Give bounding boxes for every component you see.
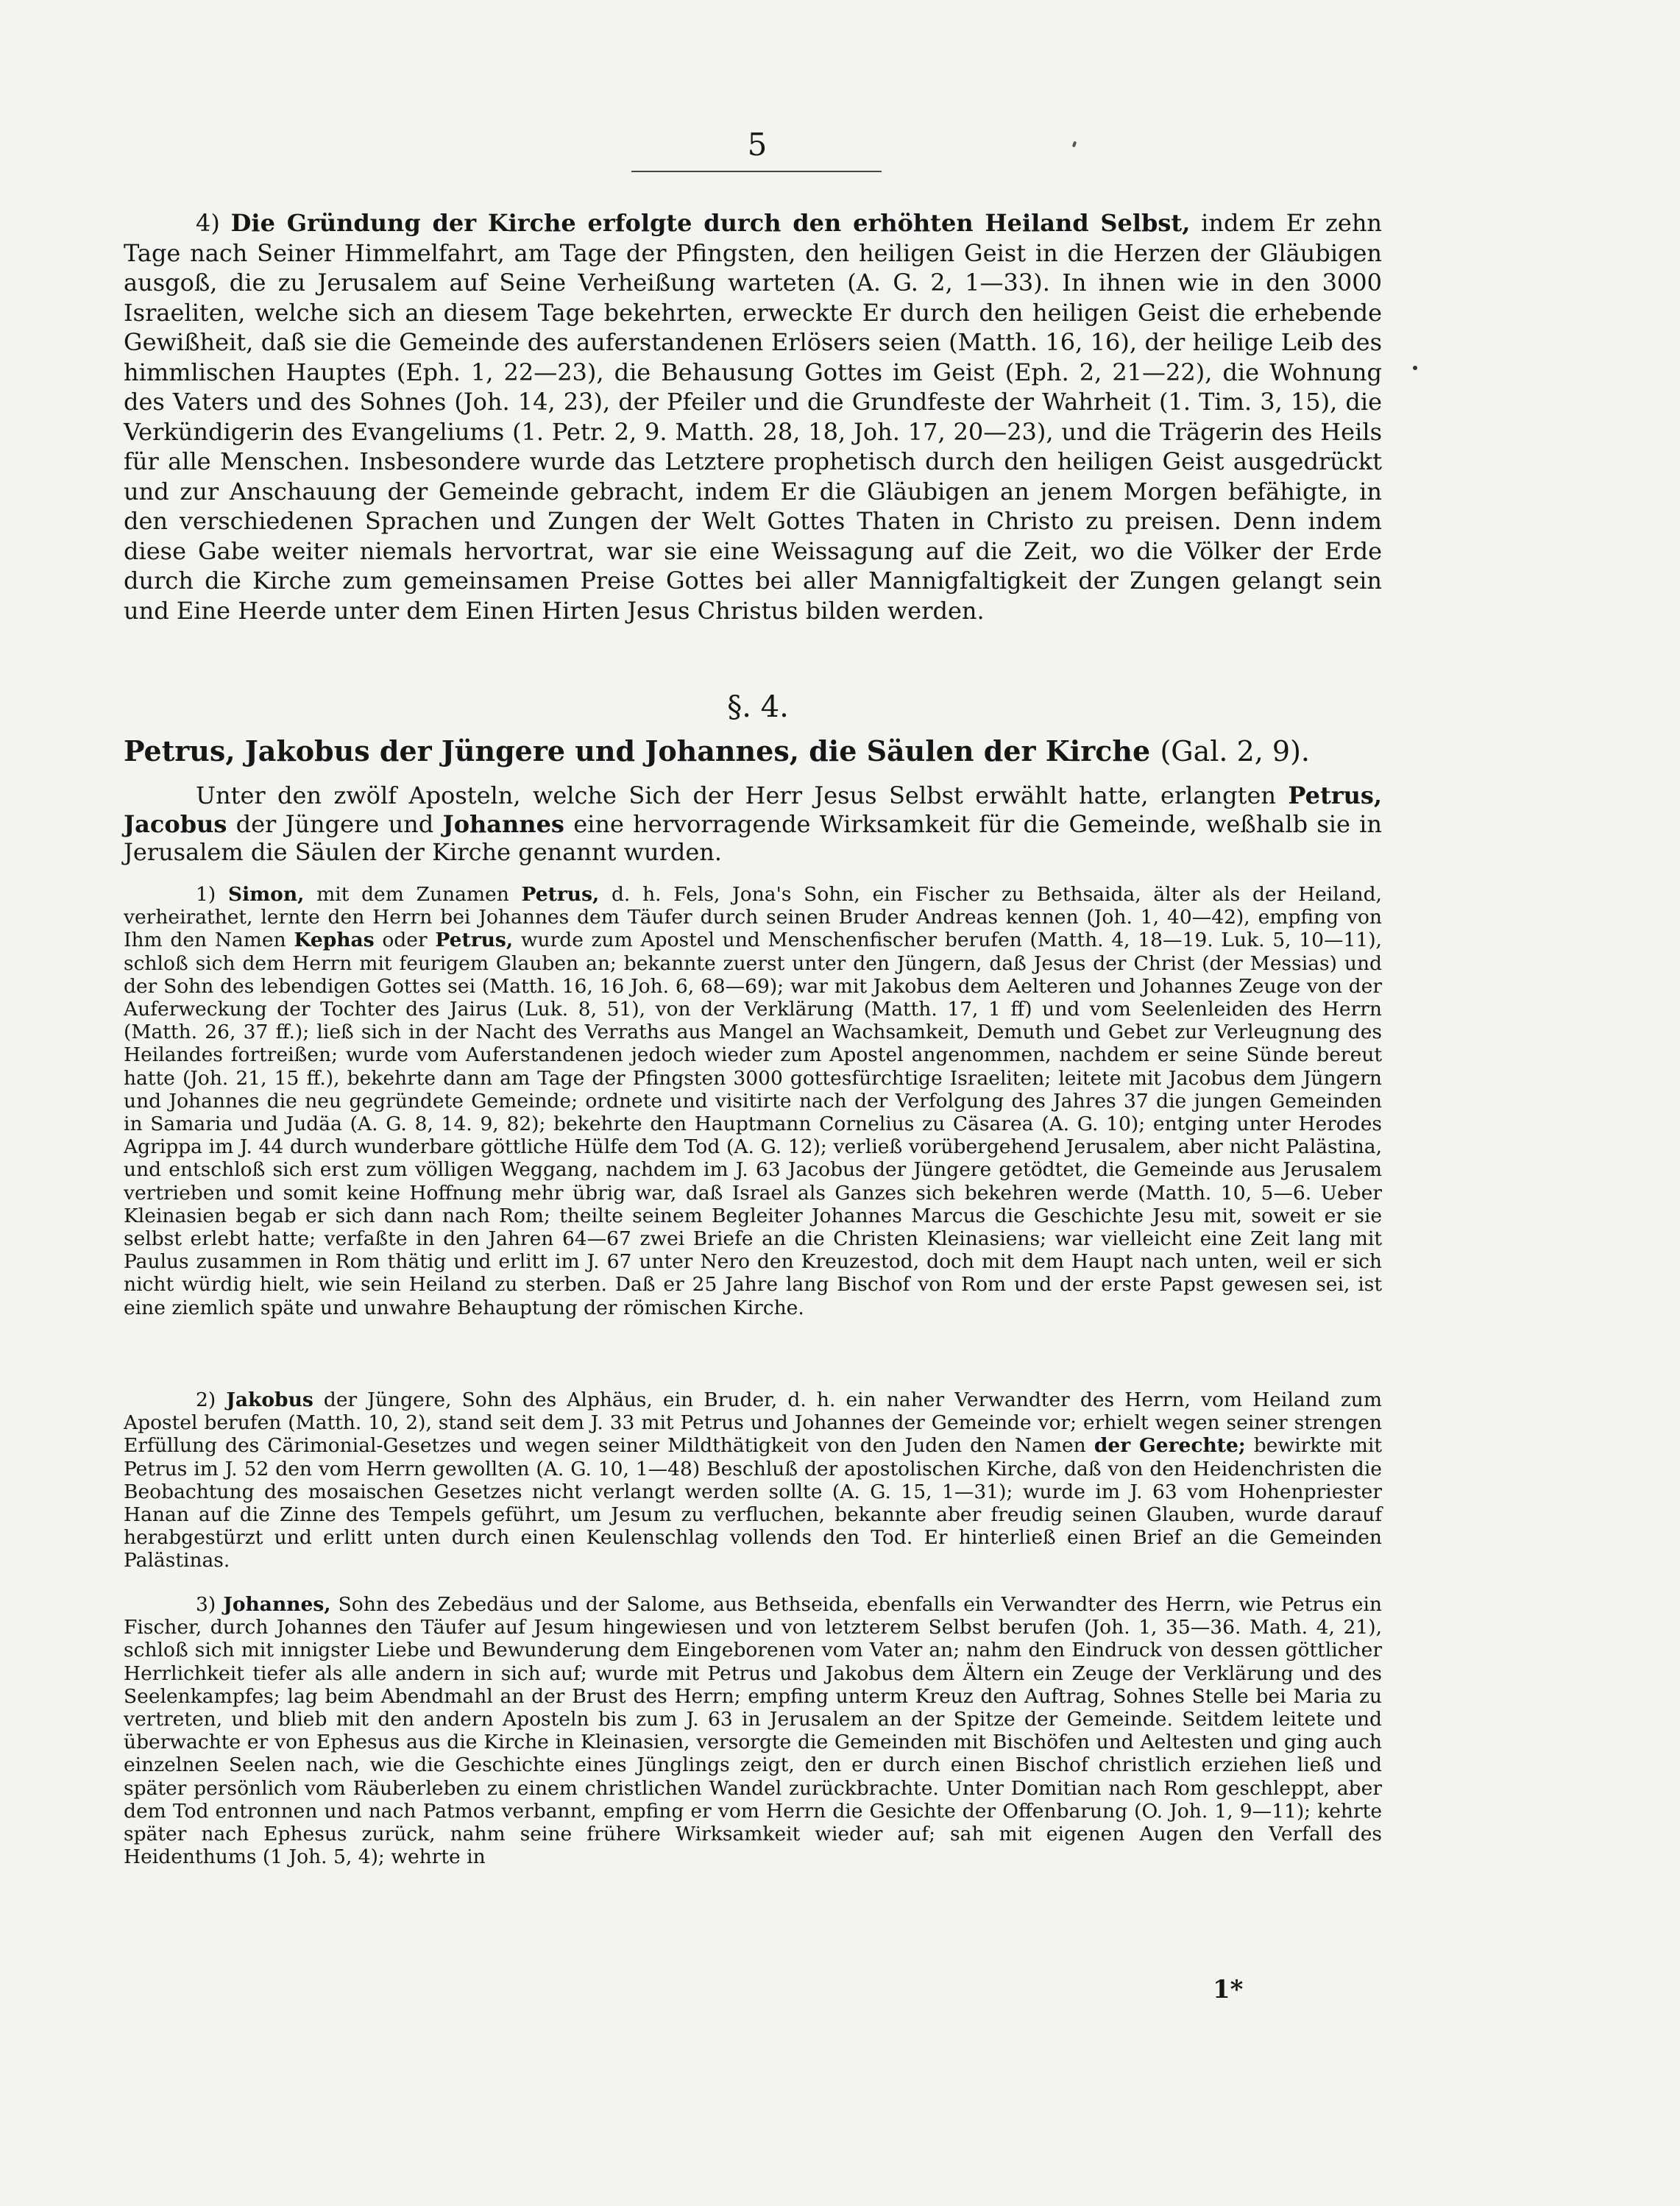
section-number: §. 4. — [727, 690, 789, 724]
text-run: bewirkte mit Petrus im J. 52 den vom Herrn gewollten (A. G. 10, 1—48) Beschluß der apostolischen Kirche, daß von den Heidenchristen die Beobachtung des mosaischen Gesetzes nicht verlangt werden sollte (A. G. 15, 1—31); wurde im J. 63 vom Hohenpriester Hanan auf die Zinne des Tempels geführt, um Jesum zu verfluchen, bekannte aber freudig seinen Glauben, wurde darauf herabgestürzt und erlitt unten durch einen Keulenschlag vollends den Tod. Er hinterließ einen Brief an die Gemeinden Palästinas. — [124, 1434, 1382, 1572]
paragraph-text: indem Er zehn Tage nach Seiner Himmelfahrt, am Tage der Pfingsten, den heiligen Geist in die Herzen der Gläubigen ausgoß, die zu Jerusalem auf Seine Verheißung warteten (A. G. 2, 1—33). In ihnen wie in den 3000 Israeliten, welche sich an diesem Tage bekehrten, erweckte Er durch den heiligen Geist die erhebende Gewißheit, daß sie die Gemeinde des auferstandenen Erlösers seien (Matth. 16, 16), der heilige Leib des himmlischen Hauptes (Eph. 1, 22—23), die Behausung Gottes im Geist (Eph. 2, 21—22), die Wohnung des Vaters und des Sohnes (Joh. 14, 23), der Pfeiler und die Grundfeste der Wahrheit (1. Tim. 3, 15), die Verkündigerin des Evangeliums (1. Petr. 2, 9. Matth. 28, 18, Joh. 17, 20—23), und die Trägerin des Heils für alle Menschen. Insbesondere wurde das Letztere prophetisch durch den heiligen Geist ausgedrückt und zur Anschauung der Gemeinde gebracht, indem Er die Gläubigen an jenem Morgen befähigte, in den verschiedenen Sprachen und Zungen der Welt Gottes Thaten in Christo zu preisen. Denn indem diese Gabe weiter niemals hervortrat, war sie eine Weissagung auf die Zeit, wo die Völker der Erde durch die Kirche zum gemeinsamen Preise Gottes bei aller Mannigfaltigkeit der Zungen gelangt sein und Eine Heerde unter dem Einen Hirten Jesus Christus bilden werden. — [124, 209, 1383, 625]
apostle-entry-johannes — [124, 1593, 1382, 1868]
text-run: Sohn des Zebedäus und der Salome, aus Bethseida, ebenfalls ein Verwandter des Herrn, wie Petrus ein Fischer, durch Johannes den Täufer auf Jesum hingewiesen und von letzterem Selbst berufen (Joh. 1, 35—36. Math. 4, 21), schloß sich mit innigster Liebe und Bewunderung dem Eingeborenen vom Vater an; nahm den Eindruck von dessen göttlicher Herrlichkeit tiefer als alle andern in sich auf; wurde mit Petrus und Jakobus dem Ältern ein Zeuge der Verklärung und des Seelenkampfes; lag beim Abendmahl an der Brust des Herrn; empfing unterm Kreuz den Auftrag, Sohnes Stelle bei Maria zu vertreten, und blieb mit den andern Aposteln bis zum J. 63 in Jerusalem an der Spitze der Gemeinde. Seitdem leitete und überwachte er von Ephesus aus die Kirche in Kleinasien, versorgte die Gemeinden mit Bischöfen und Aeltesten und ging auch einzelnen Seelen nach, wie die Geschichte eines Jünglings zeigt, den er durch einen Bischof christlich erziehen ließ und später persönlich vom Räuberleben zu einem christlichen Wandel zurückbrachte. Unter Domitian nach Rom geschleppt, aber dem Tod entronnen und nach Patmos verbannt, empfing er vom Herrn die Gesichte der Offenbarung (O. Joh. 1, 9—11); kehrte später nach Ephesus zurück, nahm seine frühere Wirksamkeit wieder auf; sah mit eigenen Augen den Verfall des Heidenthums (1 Joh. 5, 4); wehrte in — [124, 1593, 1382, 1869]
bold-name: Jakobus — [226, 1388, 313, 1411]
text-run: Unter den zwölf Aposteln, welche Sich der Herr Jesus Selbst erwählt hatte, erlangten — [196, 781, 1276, 809]
bold-name: Johannes, — [223, 1593, 331, 1616]
text-run: der Jüngere und — [235, 809, 434, 838]
paragraph-number: 4) — [196, 209, 220, 237]
header-rule — [631, 171, 882, 172]
text-run: wurde zum Apostel und Menschenfischer berufen (Matth. 4, 18—19. Luk. 5, 10—11), schloß sich dem Herrn mit feurigem Glauben an; bekannte zuerst unter den Jüngern, daß Jesus der Christ (der Messias) und der Sohn des lebendigen Gottes sei (Matth. 16, 16 Joh. 6, 68—69); war mit Jakobus dem Aelteren und Johannes Zeuge von der Auferweckung der Tochter des Jairus (Luk. 8, 51), von der Verklärung (Matth. 17, 1 ff) und vom Seelenleiden des Herrn (Matth. 26, 37 ff.); ließ sich in der Nacht des Verraths aus Mangel an Wachsamkeit, Demuth und Gebet zur Verleugnung des Heilandes fortreißen; wurde vom Auferstandenen jedoch wieder zum Apostel angenommen, nachdem er seine Sünde bereut hatte (Joh. 21, 15 ff.), bekehrte dann am Tage der Pfingsten 3000 gottesfürchtige Israeliten; leitete mit Jacobus dem Jüngern und Johannes die neu gegründete Gemeinde; ordnete und visitirte nach der Verfolgung des Jahres 37 die jungen Gemeinden in Samaria und Judäa (A. G. 8, 14. 9, 82); bekehrte den Hauptmann Cornelius zu Cäsarea (A. G. 10); entging unter Herodes Agrippa im J. 44 durch wunderbare göttliche Hülfe dem Tod (A. G. 12); verließ vorübergehend Jerusalem, aber nicht Palästina, und entschloß sich erst zum völligen Weggang, nachdem im J. 63 Jacobus der Jüngere getödtet, die Gemeinde aus Jerusalem vertrieben und somit keine Hoffnung mehr übrig war, daß Israel als Ganzes sich bekehren werde (Matth. 10, 5—6. Ueber Kleinasien begab er sich dann nach Rom; theilte seinem Begleiter Johannes Marcus die Geschichte Jesu mit, soweit er sie selbst erlebt hatte; verfaßte in den Jahren 64—67 zwei Briefe an die Christen Kleinasiens; war vielleicht eine Zeit lang mit Paulus zusammen in Rom thätig und erlitt im J. 67 unter Nero den Kreuzestod, doch mit dem Haupt nach unten, weil er sich nicht würdig hielt, wie sein Heiland zu sterben. Daß er 25 Jahre lang Bischof von Rom und der erste Papst gewesen sei, ist eine ziemlich späte und unwahre Behauptung der römischen Kirche. — [124, 929, 1382, 1319]
page-number: 5 — [747, 127, 769, 163]
paragraph-lead: Die Gründung der Kirche erfolgte durch den erhöhten Heiland Selbst, — [230, 209, 1191, 237]
bold-name: Petrus, — [435, 929, 514, 952]
bold-name: Kephas — [294, 929, 375, 952]
bold-name: Simon, — [227, 883, 305, 906]
section-heading — [124, 734, 1389, 767]
paragraph-4 — [124, 208, 1382, 625]
text-run: d. h. Fels, Jona's Sohn, ein Fischer zu Bethsaida, älter als der Heiland, verheirathet, lernte den Herrn bei Johannes dem Täufer durch seinen Bruder Andreas kennen (Joh. 1, 40—42), empfing von Ihm den Namen — [124, 883, 1382, 952]
intro-paragraph — [124, 781, 1382, 867]
entry-number: 1) — [196, 883, 216, 906]
signature-mark: 1* — [1213, 1975, 1244, 2004]
text-run: mit dem Zunamen — [316, 883, 509, 906]
text-run: oder — [382, 929, 428, 952]
apostle-entry-jakobus — [124, 1388, 1382, 1572]
section-title: Petrus, Jakobus der Jüngere und Johannes, die Säulen der Kirche — [124, 734, 1151, 767]
ink-speck — [1413, 366, 1417, 370]
text-run: der Jüngere, Sohn des Alphäus, ein Bruder, d. h. ein naher Verwandter des Herrn, vom Heiland zum Apostel berufen (Matth. 10, 2), stand seit dem J. 33 mit Petrus und Johannes der Gemeinde vor; erhielt wegen seiner strengen Erfüllung des Cärimonial-Gesetzes und wegen seiner Mildthätigkeit von den Juden den Namen — [124, 1388, 1382, 1458]
entry-number: 2) — [196, 1388, 216, 1411]
apostle-entry-petrus — [124, 883, 1382, 1319]
entry-number: 3) — [196, 1593, 216, 1616]
bold-name: Jacobus — [124, 809, 227, 838]
bold-name: Petrus, — [1288, 781, 1383, 809]
section-reference: (Gal. 2, 9). — [1160, 735, 1311, 767]
text-run: eine hervorragende Wirksamkeit für die Gemeinde, weßhalb sie in Jerusalem die Säulen der Kirche genannt wurden. — [124, 809, 1383, 866]
bold-name: der Gerechte; — [1094, 1434, 1246, 1458]
bold-name: Petrus, — [521, 883, 600, 906]
bold-name: Johannes — [442, 809, 564, 838]
